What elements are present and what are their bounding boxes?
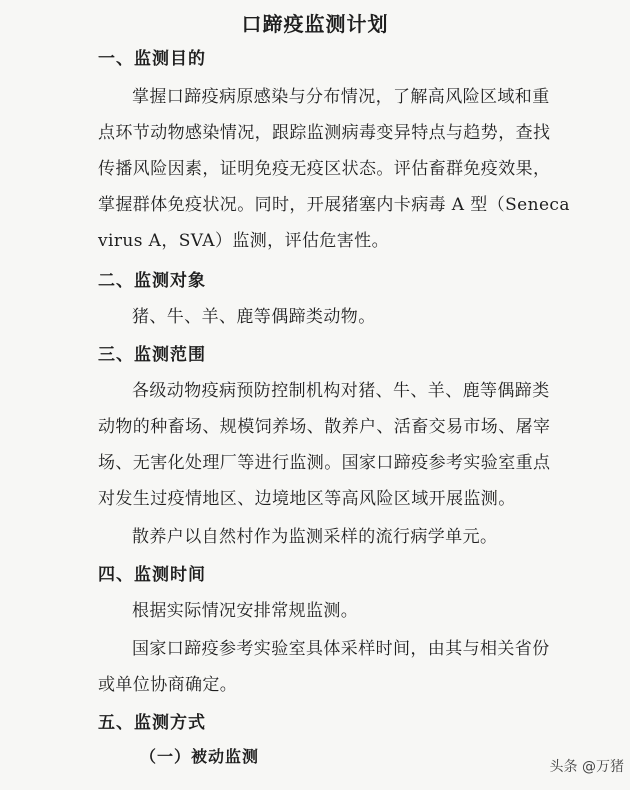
paragraph-line: 掌握口蹄疫病原感染与分布情况，了解高风险区域和重 bbox=[132, 87, 550, 107]
section-heading-purpose: 一、监测目的 bbox=[98, 49, 206, 69]
paragraph-line: 场、无害化处理厂等进行监测。国家口蹄疫参考实验室重点 bbox=[98, 453, 551, 473]
section-heading-method: 五、监测方式 bbox=[98, 713, 206, 733]
paragraph-line: 掌握群体免疫状况。同时，开展猪塞内卡病毒 A 型（Seneca bbox=[98, 195, 570, 215]
paragraph-line: 点环节动物感染情况，跟踪监测病毒变异特点与趋势，查找 bbox=[98, 123, 551, 143]
watermark-text: 头条 @万猪 bbox=[549, 759, 624, 775]
section-heading-target: 二、监测对象 bbox=[98, 271, 206, 291]
paragraph-line: 散养户以自然村作为监测采样的流行病学单元。 bbox=[132, 527, 498, 547]
paragraph-line: 对发生过疫情地区、边境地区等高风险区域开展监测。 bbox=[98, 489, 516, 509]
paragraph-line: 根据实际情况安排常规监测。 bbox=[132, 601, 359, 621]
section-heading-scope: 三、监测范围 bbox=[98, 345, 206, 365]
paragraph-line: 国家口蹄疫参考实验室具体采样时间，由其与相关省份 bbox=[132, 639, 550, 659]
section-heading-time: 四、监测时间 bbox=[98, 565, 206, 585]
document-title: 口蹄疫监测计划 bbox=[241, 12, 389, 36]
paragraph-line: 猪、牛、羊、鹿等偶蹄类动物。 bbox=[132, 307, 376, 327]
paragraph-line: 各级动物疫病预防控制机构对猪、牛、羊、鹿等偶蹄类 bbox=[132, 381, 550, 401]
paragraph-line: 或单位协商确定。 bbox=[98, 675, 238, 695]
paragraph-line: 动物的种畜场、规模饲养场、散养户、活畜交易市场、屠宰 bbox=[98, 417, 551, 437]
paragraph-line: virus A，SVA）监测，评估危害性。 bbox=[98, 231, 389, 251]
sub-heading-passive: （一）被动监测 bbox=[140, 747, 260, 766]
watermark bbox=[550, 756, 624, 776]
paragraph-line: 传播风险因素，证明免疫无疫区状态。评估畜群免疫效果， bbox=[98, 159, 551, 179]
